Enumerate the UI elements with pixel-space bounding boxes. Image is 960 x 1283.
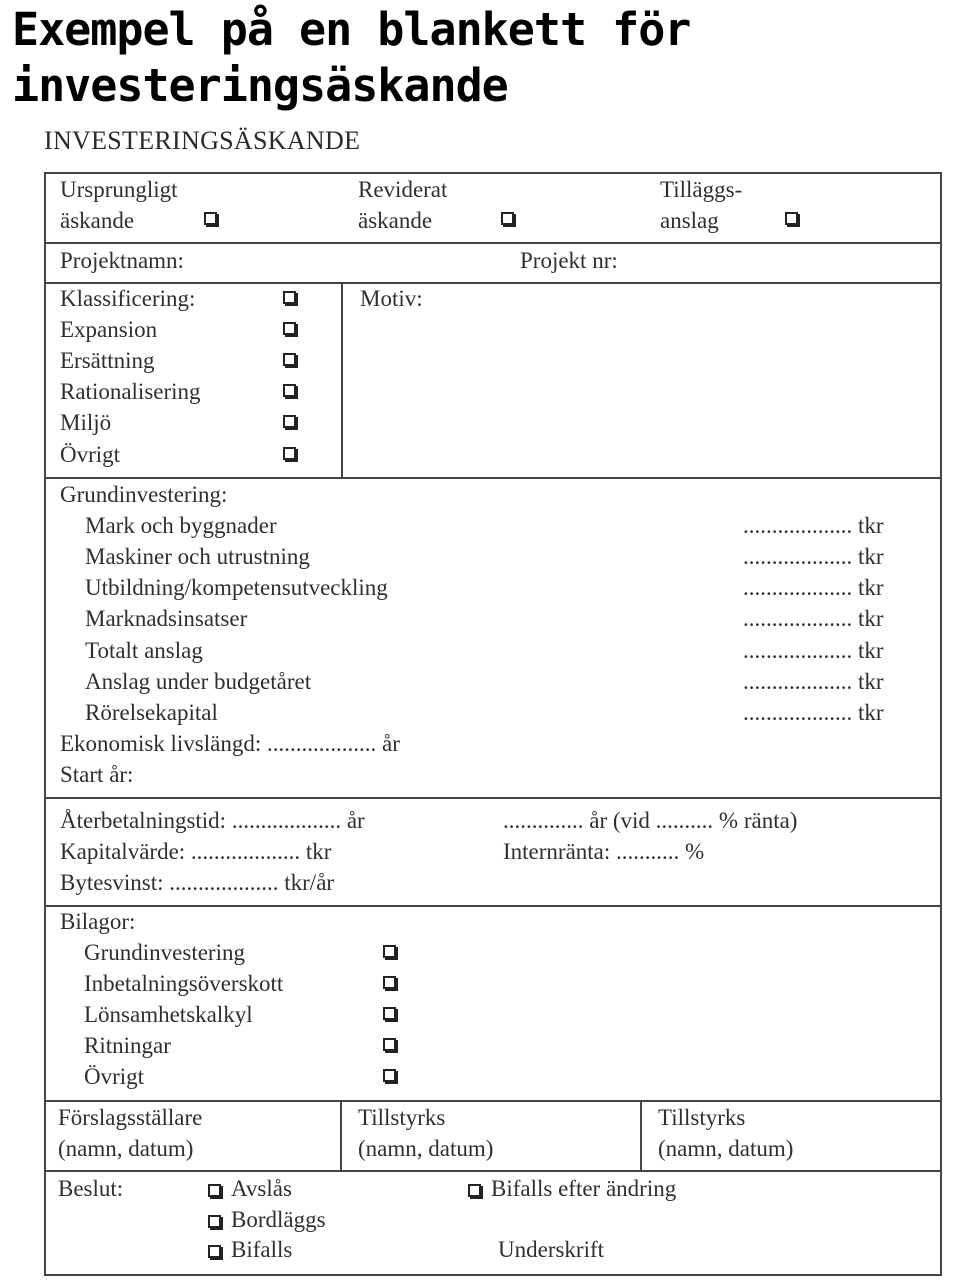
- original-request-checkbox[interactable]: [204, 212, 217, 225]
- approved-label: Bifalls: [231, 1237, 293, 1262]
- recommend-1-label[interactable]: Tillstyrks: [358, 1105, 446, 1130]
- classification-item-rationalization: Rationalisering: [60, 379, 201, 404]
- decision-tabled[interactable]: [208, 1206, 326, 1234]
- attachment-cash-surplus-checkbox[interactable]: [383, 976, 396, 989]
- rejected-checkbox[interactable]: [208, 1184, 221, 1197]
- classification-item-replacement: Ersättning: [60, 348, 155, 373]
- replacement-checkbox[interactable]: [283, 353, 296, 366]
- decision-rejected[interactable]: [208, 1175, 292, 1203]
- recommend-2-label[interactable]: Tillstyrks: [658, 1105, 746, 1130]
- slide-title-line-2: investeringsäskande: [12, 59, 508, 112]
- motive-label[interactable]: Motiv:: [360, 286, 423, 311]
- classification-checkbox[interactable]: [283, 291, 296, 304]
- attachment-drawings-checkbox[interactable]: [383, 1038, 396, 1051]
- attachment-item-cash-surplus: Inbetalningsöverskott: [84, 971, 284, 996]
- classification-item-other: Övrigt: [60, 442, 121, 467]
- divider: [44, 1170, 942, 1172]
- amount-field[interactable]: ................... tkr: [743, 669, 884, 694]
- attachment-item-base-investment: Grundinvestering: [84, 940, 245, 965]
- amount-field[interactable]: ................... tkr: [743, 513, 884, 538]
- divider: [340, 1100, 342, 1170]
- slide-title-line-1: Exempel på en blankett för: [12, 3, 691, 56]
- investment-item-land-buildings: Mark och byggnader: [85, 513, 277, 538]
- recommend-1-sublabel: (namn, datum): [358, 1136, 494, 1161]
- original-request-label: Ursprungligt: [60, 177, 178, 202]
- investment-item-training: Utbildning/kompetensutveckling: [85, 575, 388, 600]
- revised-request-label-2: äskande: [358, 208, 433, 233]
- investment-item-marketing: Marknadsinsatser: [85, 606, 248, 631]
- approved-after-change-label: Bifalls efter ändring: [491, 1176, 677, 1201]
- proposer-label[interactable]: Förslagsställare: [58, 1105, 203, 1130]
- investment-item-machinery: Maskiner och utrustning: [85, 544, 310, 569]
- amount-field[interactable]: ................... tkr: [743, 575, 884, 600]
- rejected-label: Avslås: [231, 1176, 292, 1201]
- recommend-2-sublabel: (namn, datum): [658, 1136, 794, 1161]
- environment-checkbox[interactable]: [283, 415, 296, 428]
- supplementary-grant-label-2: anslag: [660, 208, 719, 233]
- divider: [44, 242, 942, 244]
- revised-request-label: Reviderat: [358, 177, 448, 202]
- divider: [44, 797, 942, 799]
- approved-checkbox[interactable]: [208, 1245, 221, 1258]
- start-year-field[interactable]: Start år:: [60, 762, 134, 787]
- revised-request-checkbox[interactable]: [501, 212, 514, 225]
- attachment-profitability-checkbox[interactable]: [383, 1007, 396, 1020]
- divider: [44, 1100, 942, 1102]
- divider: [640, 1100, 642, 1170]
- other-classification-checkbox[interactable]: [283, 447, 296, 460]
- economic-life-field[interactable]: Ekonomisk livslängd: ................... år: [60, 731, 400, 756]
- tabled-checkbox[interactable]: [208, 1215, 221, 1228]
- tabled-label: Bordläggs: [231, 1207, 326, 1232]
- amount-field[interactable]: ................... tkr: [743, 638, 884, 663]
- supplementary-grant-label: Tilläggs-: [660, 177, 743, 202]
- classification-label: Klassificering:: [60, 286, 196, 311]
- form-heading: INVESTERINGSÄSKANDE: [44, 126, 361, 155]
- slide-title: [12, 2, 690, 114]
- amount-field[interactable]: ................... tkr: [743, 700, 884, 725]
- attachment-base-investment-checkbox[interactable]: [383, 945, 396, 958]
- expansion-checkbox[interactable]: [283, 322, 296, 335]
- investment-item-total-grant: Totalt anslag: [85, 638, 203, 663]
- classification-item-expansion: Expansion: [60, 317, 158, 342]
- divider: [44, 477, 942, 479]
- investment-item-working-capital: Rörelsekapital: [85, 700, 218, 725]
- rationalization-checkbox[interactable]: [283, 384, 296, 397]
- approved-after-change-checkbox[interactable]: [468, 1184, 481, 1197]
- amount-field[interactable]: ................... tkr: [743, 606, 884, 631]
- attachment-item-drawings: Ritningar: [84, 1033, 171, 1058]
- internal-rate-field[interactable]: Internränta: ........... %: [503, 839, 705, 864]
- attachments-label: Bilagor:: [60, 909, 136, 934]
- exchange-gain-field[interactable]: Bytesvinst: ................... tkr/år: [60, 870, 335, 895]
- attachment-other-checkbox[interactable]: [383, 1069, 396, 1082]
- proposer-sublabel: (namn, datum): [58, 1136, 194, 1161]
- project-number-label[interactable]: Projekt nr:: [520, 248, 618, 273]
- original-request-label-2: äskande: [60, 208, 135, 233]
- attachment-item-other: Övrigt: [84, 1064, 145, 1089]
- classification-item-environment: Miljö: [60, 410, 112, 435]
- divider: [341, 282, 343, 477]
- project-name-label[interactable]: Projektnamn:: [60, 248, 184, 273]
- payback-interest-field[interactable]: .............. år (vid .......... % ränta): [503, 808, 798, 833]
- decision-label: Beslut:: [58, 1176, 124, 1201]
- divider: [44, 282, 942, 284]
- decision-approved-after-change[interactable]: [468, 1175, 676, 1203]
- decision-approved[interactable]: [208, 1236, 292, 1264]
- supplementary-grant-checkbox[interactable]: [785, 212, 798, 225]
- payback-period-field[interactable]: Återbetalningstid: ................... år: [60, 808, 365, 833]
- attachment-item-profitability: Lönsamhetskalkyl: [84, 1002, 253, 1027]
- capital-value-field[interactable]: Kapitalvärde: ................... tkr: [60, 839, 332, 864]
- investment-item-budget-year-grant: Anslag under budgetåret: [85, 669, 312, 694]
- base-investment-label: Grundinvestering:: [60, 482, 228, 507]
- amount-field[interactable]: ................... tkr: [743, 544, 884, 569]
- divider: [44, 905, 942, 907]
- signature-field[interactable]: Underskrift: [498, 1237, 605, 1262]
